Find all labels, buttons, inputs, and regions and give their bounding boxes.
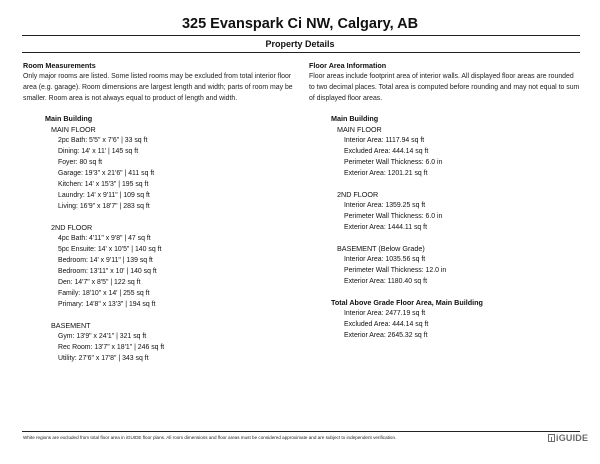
- floor-heading: BASEMENT (Below Grade): [337, 244, 425, 253]
- room-entry: Foyer: 80 sq ft: [58, 159, 103, 166]
- iguide-logo-icon: [548, 434, 555, 442]
- header-bottom-rule: [22, 52, 580, 53]
- area-entry: Excluded Area: 444.14 sq ft: [344, 321, 429, 328]
- room-entry: 5pc Ensuite: 14' x 10'5" | 140 sq ft: [58, 246, 162, 253]
- floor-area-heading: Floor Area Information: [309, 61, 387, 70]
- page-title: 325 Evanspark Ci NW, Calgary, AB: [181, 16, 419, 32]
- room-entry: Primary: 14'8" x 13'3" | 194 sq ft: [58, 301, 156, 308]
- room-entry: Bedroom: 14' x 9'11" | 139 sq ft: [58, 257, 153, 264]
- room-entry: Dining: 14' x 11' | 145 sq ft: [58, 148, 139, 155]
- floor-heading: 2ND FLOOR: [337, 190, 379, 199]
- room-entry: Garage: 19'3" x 21'6" | 411 sq ft: [58, 170, 155, 177]
- area-entry: Excluded Area: 444.14 sq ft: [344, 148, 429, 155]
- room-measurements-section: [23, 60, 298, 364]
- building-name: Main Building: [331, 114, 379, 123]
- floor-area-section: [309, 60, 581, 341]
- area-entry: Perimeter Wall Thickness: 6.0 in: [344, 159, 443, 166]
- page-subtitle: Property Details: [265, 39, 335, 49]
- area-entry: Exterior Area: 1444.11 sq ft: [344, 224, 427, 231]
- room-measurements-heading: Room Measurements: [23, 61, 96, 70]
- area-entry: Interior Area: 2477.19 sq ft: [344, 310, 426, 317]
- area-entry: Exterior Area: 2645.32 sq ft: [344, 332, 428, 339]
- area-entry: Perimeter Wall Thickness: 12.0 in: [344, 267, 447, 274]
- floor-heading: MAIN FLOOR: [51, 125, 96, 134]
- area-entry: Interior Area: 1117.94 sq ft: [344, 137, 425, 144]
- area-entry: Exterior Area: 1201.21 sq ft: [344, 170, 428, 177]
- total-area-heading: Total Above Grade Floor Area, Main Building: [331, 298, 483, 307]
- floor-heading: BASEMENT: [51, 321, 91, 330]
- room-measurements-intro: Only major rooms are listed. Some listed rooms may be excluded from total interior floor area (e.g. garage). Room dimensions are largest length and width; parts of room may be smaller. Room area is not always equal to product of length and width.: [23, 73, 293, 102]
- floor-heading: MAIN FLOOR: [337, 125, 382, 134]
- room-entry: Gym: 13'9" x 24'1" | 321 sq ft: [58, 333, 147, 340]
- floor-area-intro: Floor areas include footprint area of interior walls. All displayed floor areas are rounded to two decimal places. Total area is computed before rounding and may not equal to sum of displayed floor areas.: [309, 73, 580, 102]
- room-entry: Living: 16'9" x 18'7" | 283 sq ft: [58, 203, 150, 210]
- room-entry: Den: 14'7" x 8'5" | 122 sq ft: [58, 279, 141, 286]
- area-entry: Interior Area: 1035.56 sq ft: [344, 256, 426, 263]
- floor-heading: 2ND FLOOR: [51, 223, 93, 232]
- room-entry: Laundry: 14' x 9'11" | 109 sq ft: [58, 192, 150, 199]
- room-entry: 2pc Bath: 5'5" x 7'6" | 33 sq ft: [58, 137, 148, 144]
- area-entry: Perimeter Wall Thickness: 6.0 in: [344, 213, 443, 220]
- area-entry: Interior Area: 1359.25 sq ft: [344, 202, 426, 209]
- header-top-rule: [22, 35, 580, 36]
- brand-logo: [548, 433, 588, 443]
- building-name: Main Building: [45, 114, 93, 123]
- footer-note: White regions are excluded from total floor area in iGUIDE floor plans. All room dimensions and floor areas must be considered approximate and are subject to independent verification.: [23, 435, 397, 440]
- room-entry: Family: 18'10" x 14' | 255 sq ft: [58, 290, 150, 297]
- room-entry: Utility: 27'6" x 17'8" | 343 sq ft: [58, 355, 149, 362]
- room-entry: Rec Room: 13'7" x 18'1" | 246 sq ft: [58, 344, 165, 351]
- area-entry: Exterior Area: 1180.40 sq ft: [344, 278, 427, 285]
- room-entry: Bedroom: 13'11" x 10' | 140 sq ft: [58, 268, 157, 275]
- room-entry: Kitchen: 14' x 15'3" | 195 sq ft: [58, 181, 149, 188]
- room-entry: 4pc Bath: 4'11" x 9'8" | 47 sq ft: [58, 235, 151, 242]
- brand-name: iGUIDE: [556, 433, 589, 443]
- footer-rule: [22, 431, 580, 432]
